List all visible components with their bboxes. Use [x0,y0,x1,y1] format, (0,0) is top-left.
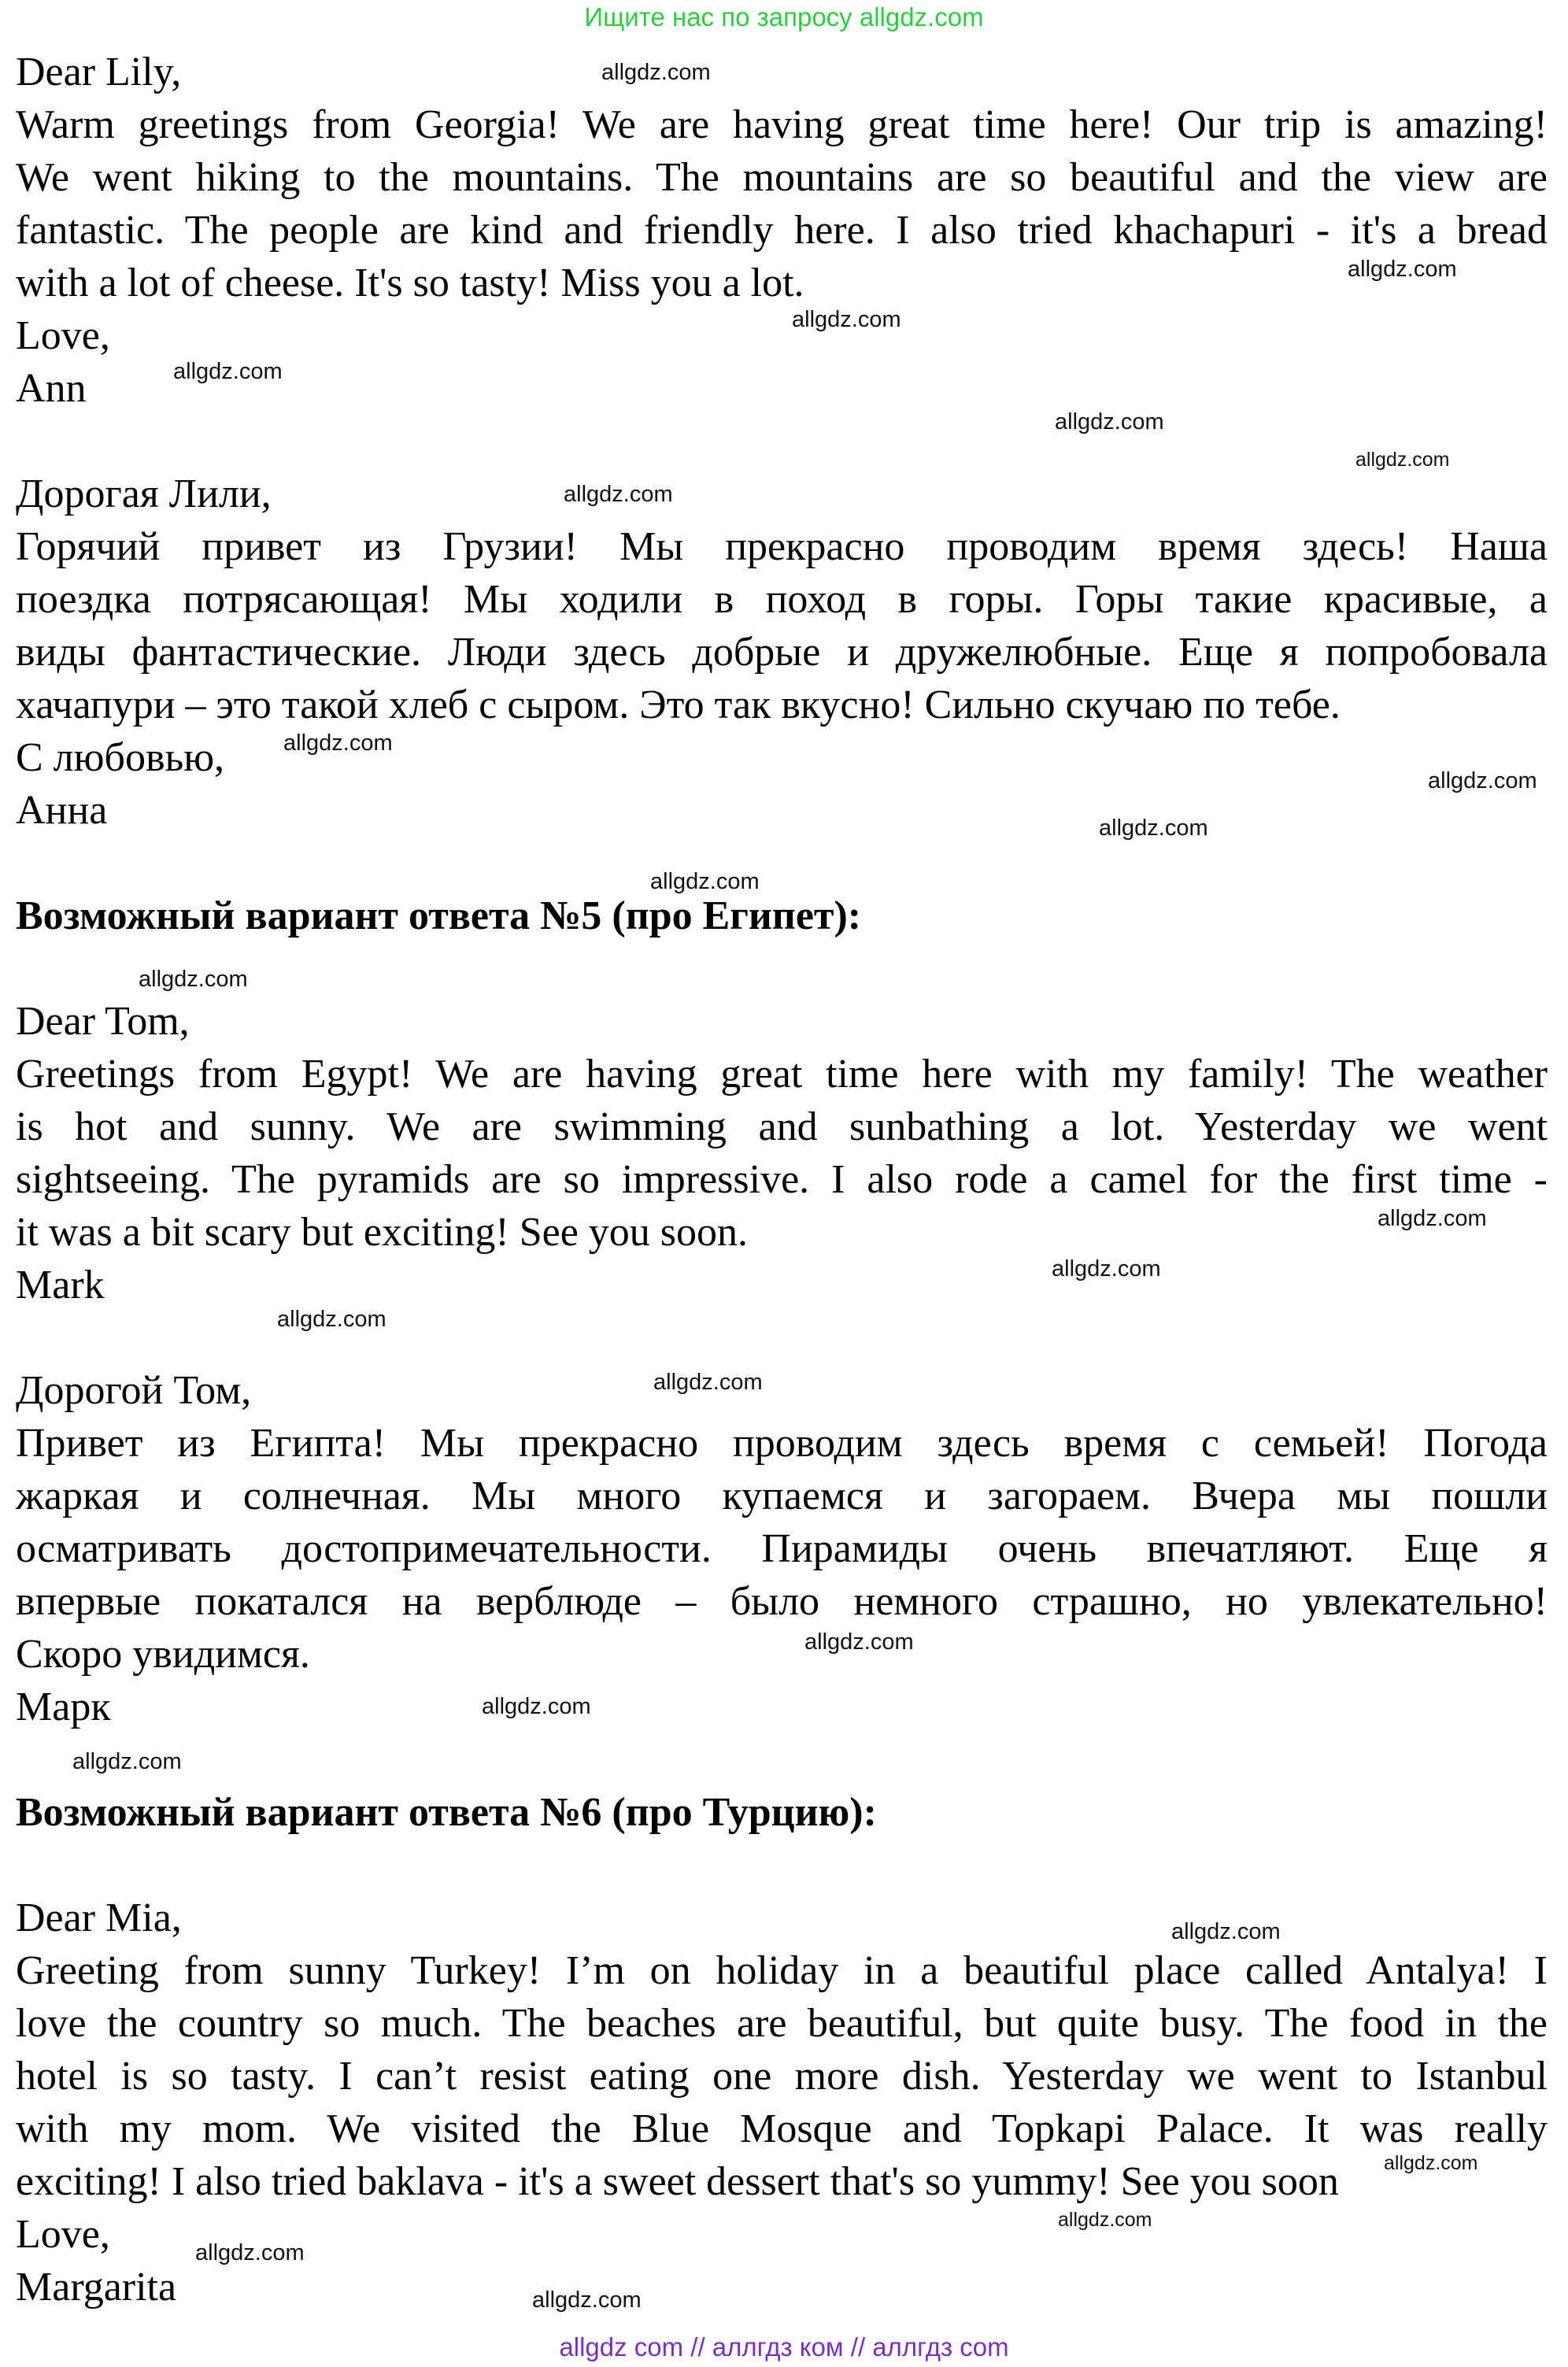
letter-line: Горячий привет из Грузии! Мы прекрасно проводим время здесь! Наша [16,524,1548,569]
watermark: allgdz.com [1384,2152,1478,2174]
letter-line: it was a bit scary but exciting! See you soon. [16,1210,749,1255]
watermark: allgdz.com [195,2240,305,2265]
spacer [16,1733,1548,1786]
letter-line: Warm greetings from Georgia! We are having great time here! Our trip is amazing! [16,102,1548,147]
letter-tom-ru [16,1364,1548,1733]
watermark: allgdz.com [1052,1256,1161,1282]
top-banner: Ищите нас по запросу allgdz.com [584,2,984,31]
section-6-heading: Возможный вариант ответа №6 (про Турцию): [16,1790,877,1835]
watermark: allgdz.com [1348,257,1457,282]
letter-line: Greeting from sunny Turkey! I’m on holiday in a beautiful place called Antalya! I [16,1948,1548,1993]
letter-line: виды фантастические. Люди здесь добрые и дружелюбные. Еще я попробовала [16,630,1548,675]
letter-line: Greetings from Egypt! We are having great time here with my family! The weather [16,1052,1548,1097]
letter-tom-en [16,995,1548,1311]
spacer [16,837,1548,889]
watermark: allgdz.com [1355,449,1450,471]
watermark: allgdz.com [482,1694,591,1719]
watermark: allgdz.com [277,1307,386,1332]
spacer [16,415,1548,468]
letter-signature: Марк [16,1685,111,1729]
watermark: allgdz.com [1378,1206,1487,1231]
letter-closing: Love, [16,313,110,358]
letter-signature: Ann [16,366,87,411]
spacer [16,1839,1548,1892]
letter-lily-ru [16,468,1548,837]
footer-links: allgdz com // аллгдз ком // аллгдз com [559,2332,1009,2361]
letter-line: впервые покатался на верблюде – было немного страшно, но увлекательно! [16,1579,1548,1624]
letter-greeting: Дорогой Том, [16,1368,252,1413]
spacer [16,1311,1548,1364]
watermark: allgdz.com [72,1749,182,1774]
letter-line: осматривать достопримечательности. Пирамиды очень впечатляют. Еще я [16,1526,1548,1571]
watermark: allgdz.com [1428,768,1537,793]
watermark: allgdz.com [1058,2209,1152,2231]
letter-closing: С любовью, [16,735,225,780]
watermark: allgdz.com [1099,816,1208,841]
watermark: allgdz.com [792,307,901,332]
letter-line: sightseeing. The pyramids are so impressive. I also rode a camel for the first time - [16,1157,1548,1202]
letter-line: hotel is so tasty. I can’t resist eating one more dish. Yesterday we went to Istanbul [16,2054,1548,2099]
letter-line: жаркая и солнечная. Мы много купаемся и загораем. Вчера мы пошли [16,1474,1548,1518]
watermark: allgdz.com [650,869,760,894]
letter-line: is hot and sunny. We are swimming and sunbathing a lot. Yesterday we went [16,1104,1548,1149]
watermark: allgdz.com [1055,409,1164,435]
letter-greeting: Dear Mia, [16,1895,182,1940]
letter-line: Скоро увидимся. [16,1632,310,1677]
letter-line: fantastic. The people are kind and friendly here. I also tried khachapuri - it's a bread [16,208,1548,253]
letter-signature: Mark [16,1263,105,1307]
letter-signature: Margarita [16,2265,177,2310]
letter-greeting: Дорогая Лили, [16,472,272,516]
watermark: allgdz.com [804,1629,914,1655]
watermark: allgdz.com [173,359,283,384]
watermark: allgdz.com [283,730,393,756]
watermark: allgdz.com [653,1370,763,1395]
letter-line: exciting! I also tried baklava - it's a sweet dessert that's so yummy! See you soon [16,2159,1339,2204]
section-5-heading: Возможный вариант ответа №5 (про Египет): [16,893,862,938]
letter-line: Привет из Египта! Мы прекрасно проводим здесь время с семьей! Погода [16,1421,1548,1466]
letter-line: We went hiking to the mountains. The mountains are so beautiful and the view are [16,155,1548,200]
letter-line: хачапури – это такой хлеб с сыром. Это так вкусно! Сильно скучаю по тебе. [16,682,1341,727]
letter-line: поездка потрясающая! Мы ходили в поход в горы. Горы такие красивые, а [16,577,1548,622]
watermark: allgdz.com [139,967,248,992]
letter-signature: Анна [16,788,108,833]
letter-line: with my mom. We visited the Blue Mosque and Topkapi Palace. It was really [16,2106,1548,2151]
watermark: allgdz.com [1171,1919,1281,1944]
watermark: allgdz.com [564,482,673,507]
watermark: allgdz.com [601,60,711,85]
letter-line: with a lot of cheese. It's so tasty! Miss you a lot. [16,261,804,305]
letter-greeting: Dear Lily, [16,50,182,94]
letter-greeting: Dear Tom, [16,999,190,1044]
letter-closing: Love, [16,2212,110,2257]
document-body [16,46,1548,2313]
watermark: allgdz.com [532,2287,642,2313]
letter-line: love the country so much. The beaches are beautiful, but quite busy. The food in the [16,2001,1548,2046]
